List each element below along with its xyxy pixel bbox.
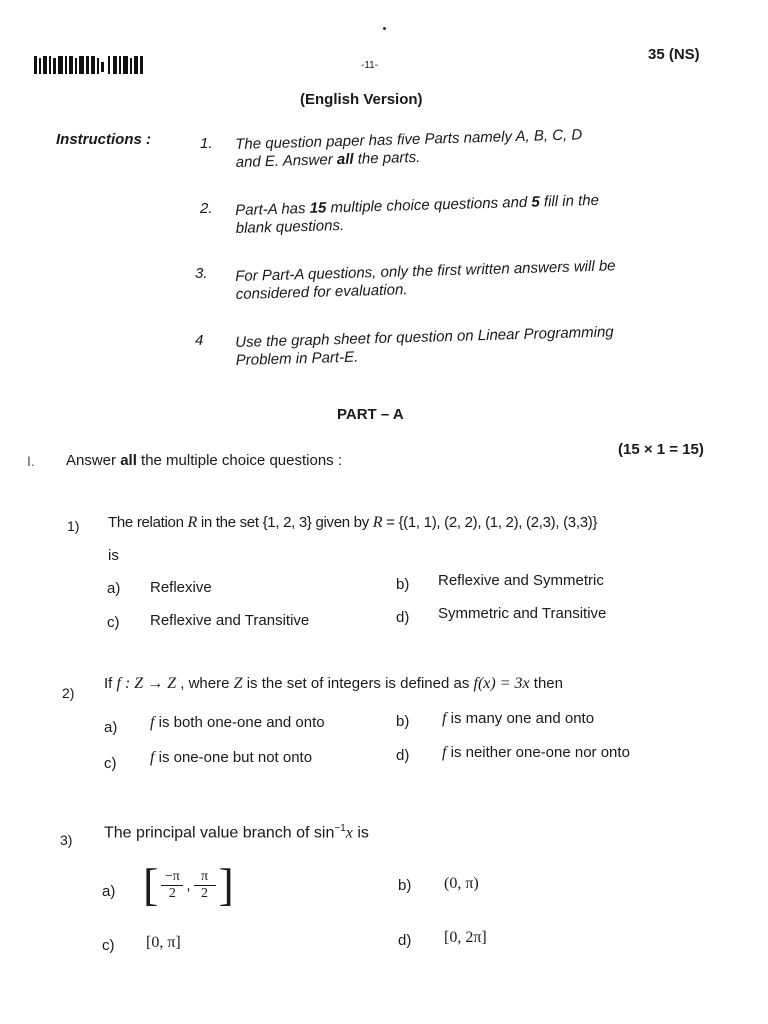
option-letter: c) — [104, 755, 117, 772]
option-letter: c) — [107, 614, 120, 631]
option-text: f is neither one-one nor onto — [442, 744, 630, 761]
left-bracket-icon: [ — [143, 859, 159, 910]
option-text: f is both one-one and onto — [150, 714, 325, 731]
option-letter: a) — [104, 719, 118, 736]
option-text: Reflexive — [150, 579, 212, 596]
speck — [383, 27, 386, 30]
option-letter: d) — [396, 747, 410, 764]
option-text: f is one-one but not onto — [150, 749, 313, 766]
version-title: (English Version) — [300, 91, 423, 108]
fraction: $\frac{\pi}{2}$ — [194, 869, 216, 902]
instruction-item — [235, 122, 728, 172]
option-text: Reflexive and Symmetric — [438, 572, 604, 589]
instruction-line: considered for evaluation. — [235, 281, 408, 303]
option-letter: b) — [396, 576, 410, 593]
instruction-item — [235, 320, 728, 370]
question-number: 2) — [62, 685, 75, 701]
instruction-item — [235, 188, 728, 238]
option-letter: d) — [398, 932, 412, 949]
page-number: -11- — [361, 60, 379, 71]
question-text: If f : Z → Z , where Z is the set of integers is defined as f(x) = 3x then — [104, 675, 563, 692]
question-text-continued: is — [108, 547, 119, 564]
option-letter: c) — [102, 937, 115, 954]
part-title: PART – A — [337, 406, 404, 423]
option-text: [0, π] — [146, 934, 181, 951]
paper-code: 35 (NS) — [648, 46, 700, 63]
instruction-line: blank questions. — [235, 216, 345, 237]
question-text: The principal value branch of $\sin^{-1}x$ is — [104, 823, 369, 842]
right-bracket-icon: ] — [218, 859, 234, 910]
option-letter: a) — [102, 883, 116, 900]
question-number: 1) — [67, 518, 80, 534]
fraction: $\frac{-\pi}{2}$ — [161, 869, 183, 902]
option-letter: b) — [398, 877, 412, 894]
barcode — [34, 54, 146, 76]
section-instruction: Answer all the multiple choice questions : — [66, 452, 342, 469]
option-text: f is many one and onto — [442, 710, 595, 727]
instruction-line: and E. Answer all the parts. — [235, 148, 421, 171]
question-text: The relation R in the set {1, 2, 3} given by R = {(1, 1), (2, 2), (1, 2), (2,3), (3,3)} — [108, 514, 598, 531]
instruction-line: For Part-A questions, only the first written answers will be — [235, 257, 616, 285]
section-marks: (15 × 1 = 15) — [618, 441, 704, 458]
option-text: (0, π) — [444, 875, 479, 892]
instruction-item — [235, 254, 728, 304]
option-text: Reflexive and Transitive — [150, 612, 310, 629]
instruction-number: 1. — [200, 135, 213, 152]
section-number: I. — [27, 453, 35, 469]
option-letter: a) — [107, 580, 121, 597]
option-text: Symmetric and Transitive — [438, 605, 607, 622]
option-letter: d) — [396, 609, 410, 626]
option-text: [0, 2π] — [444, 929, 487, 946]
instruction-number: 3. — [195, 265, 208, 282]
instruction-number: 4 — [195, 332, 204, 349]
option-interval-matrix: [ $\frac{-\pi}{2}$ , $\frac{\pi}{2}$ ] — [143, 859, 234, 910]
option-letter: b) — [396, 713, 410, 730]
question-number: 3) — [60, 832, 73, 848]
instructions-label: Instructions : — [56, 131, 152, 148]
instruction-line: The question paper has five Parts namely A, B, C, D — [235, 126, 583, 153]
instruction-number: 2. — [200, 200, 213, 217]
instruction-line: Part-A has 15 multiple choice questions and 5 fill in the — [235, 191, 600, 219]
instruction-line: Problem in Part-E. — [235, 348, 359, 369]
instruction-line: Use the graph sheet for question on Linear Programming — [235, 323, 614, 351]
